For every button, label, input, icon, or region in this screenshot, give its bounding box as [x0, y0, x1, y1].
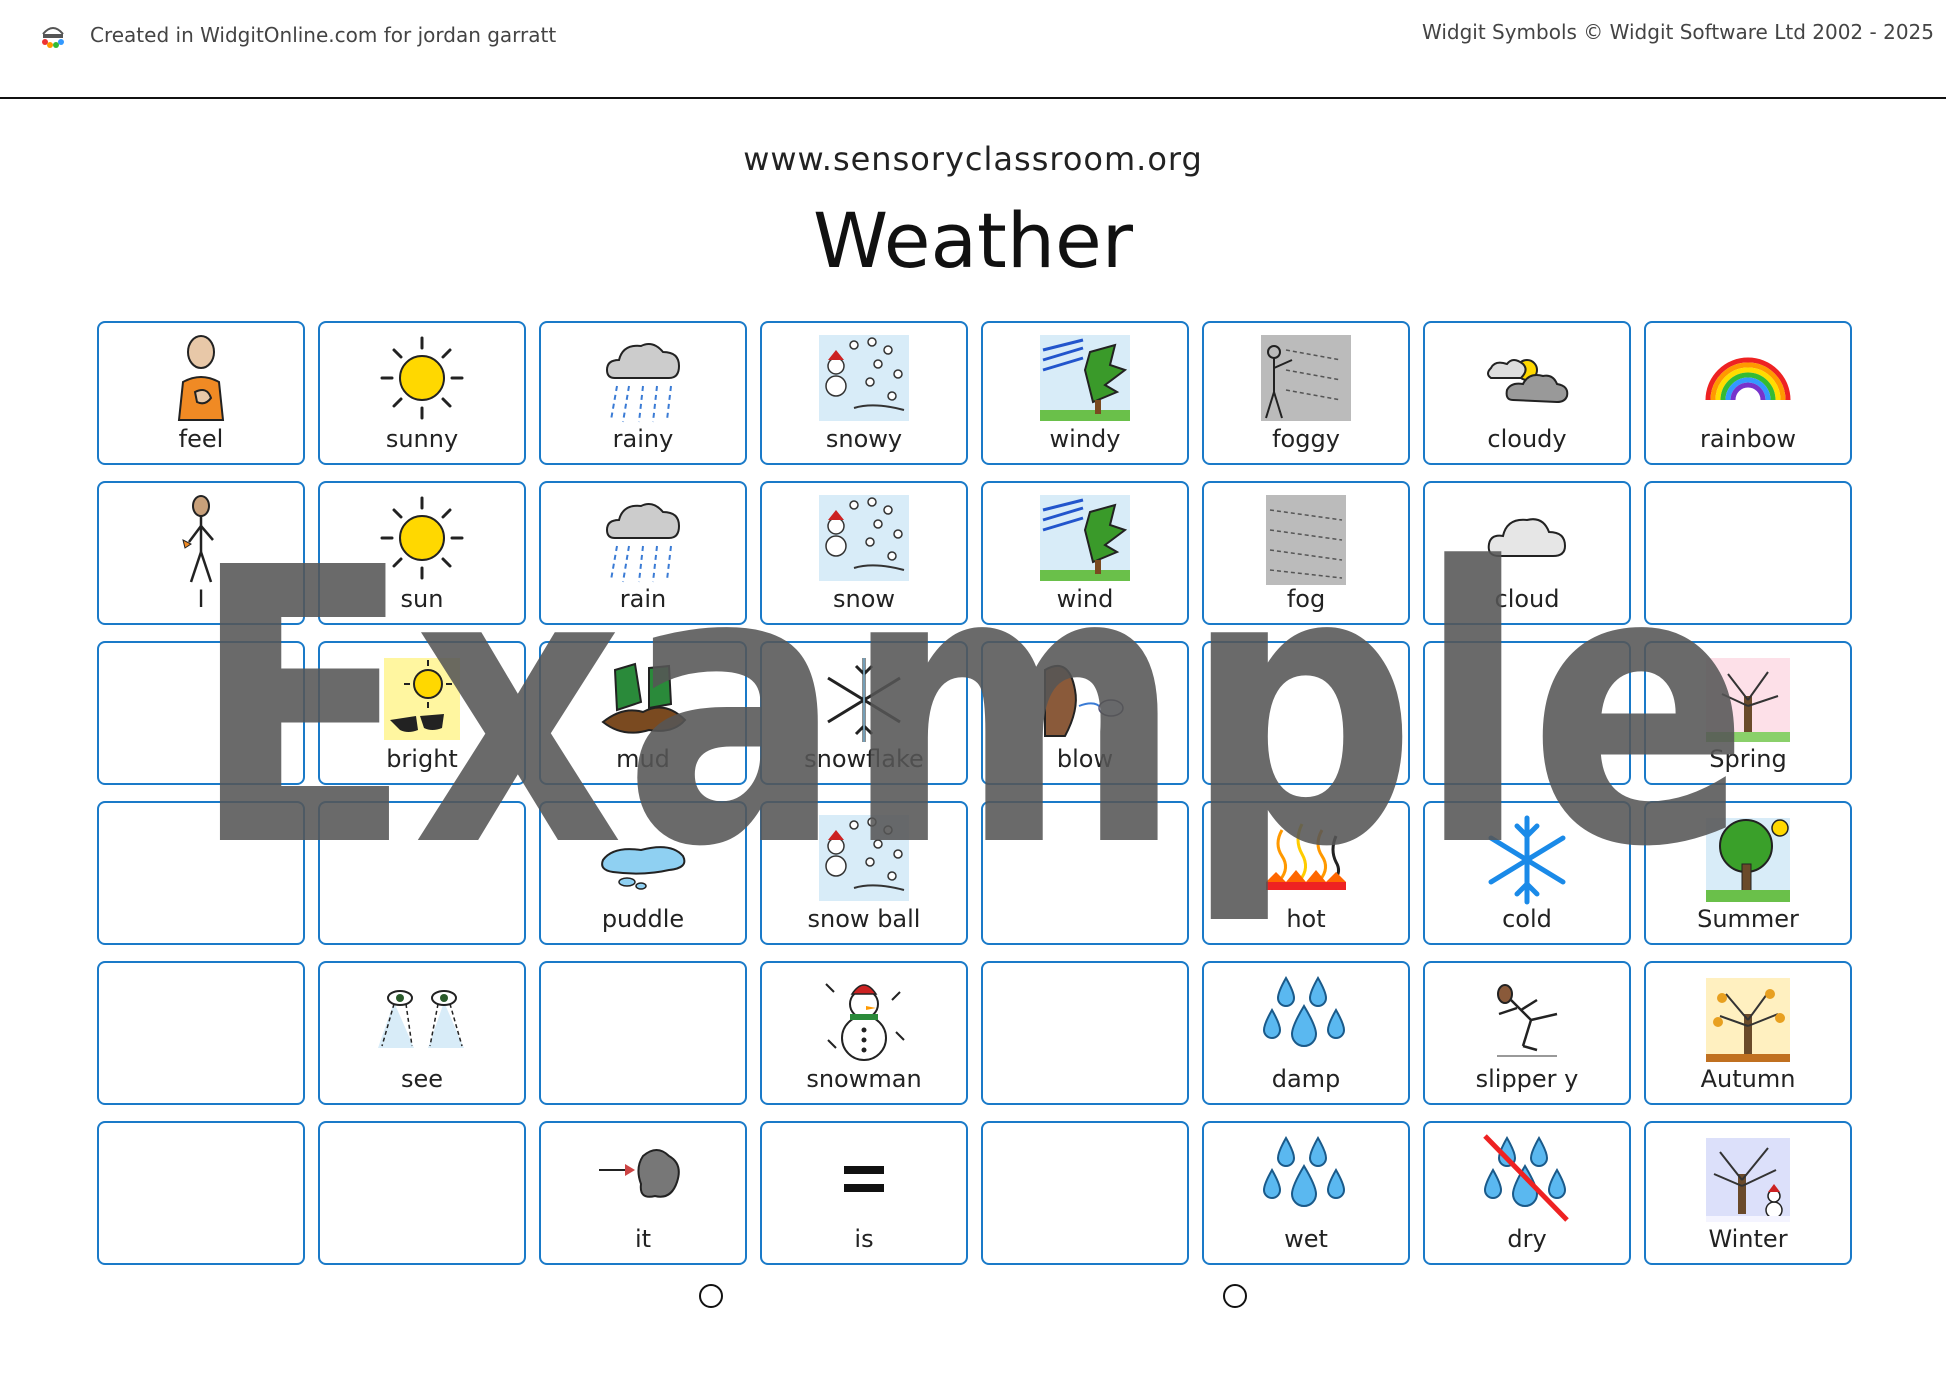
symbol-label: snowflake — [804, 745, 924, 773]
symbol-cell-empty[interactable] — [97, 1121, 305, 1265]
symbol-cell-rainbow[interactable] — [1644, 321, 1852, 465]
symbol-cell-winter[interactable] — [1644, 1121, 1852, 1265]
symbol-cell-rainy[interactable] — [539, 321, 747, 465]
symbol-grid — [97, 321, 1852, 1265]
symbol-cell-hot[interactable] — [1202, 801, 1410, 945]
symbol-label: sunny — [385, 425, 459, 453]
symbol-label: dry — [1507, 1225, 1547, 1253]
symbol-label: wet — [1284, 1225, 1328, 1253]
symbol-label: Autumn — [1700, 1065, 1796, 1093]
symbol-label: bright — [386, 745, 458, 773]
symbol-cell-empty[interactable] — [318, 1121, 526, 1265]
symbol-label: rainy — [612, 425, 674, 453]
snowman-icon — [814, 970, 914, 1066]
symbol-cell-snow-ball[interactable] — [760, 801, 968, 945]
symbol-cell-snowy[interactable] — [760, 321, 968, 465]
symbol-cell-empty[interactable] — [539, 961, 747, 1105]
symbol-cell-sun[interactable] — [318, 481, 526, 625]
symbol-label: cloudy — [1487, 425, 1567, 453]
person-hand-on-chest-icon — [151, 330, 251, 426]
symbol-cell-summer[interactable] — [1644, 801, 1852, 945]
no-water-drops-icon — [1477, 1130, 1577, 1226]
sun-icon — [372, 490, 472, 586]
hole-punch-marker-left — [699, 1284, 723, 1308]
symbol-cell-feel[interactable] — [97, 321, 305, 465]
blue-snowflake-icon — [1477, 810, 1577, 906]
symbol-label: Summer — [1697, 905, 1799, 933]
symbol-cell-foggy[interactable] — [1202, 321, 1410, 465]
symbol-cell-puddle[interactable] — [539, 801, 747, 945]
symbol-cell-bright[interactable] — [318, 641, 526, 785]
symbol-cell-slipper-y[interactable] — [1423, 961, 1631, 1105]
symbol-label: fog — [1286, 585, 1326, 613]
symbol-label: is — [854, 1225, 874, 1253]
water-drops-icon — [1256, 1130, 1356, 1226]
symbol-cell-spring[interactable] — [1644, 641, 1852, 785]
symbol-label: hot — [1286, 905, 1326, 933]
symbol-cell-it[interactable] — [539, 1121, 747, 1265]
wind-tree-icon — [1035, 490, 1135, 586]
symbol-cell-blow[interactable] — [981, 641, 1189, 785]
equals-sign-icon — [814, 1130, 914, 1226]
symbol-cell-empty[interactable] — [97, 961, 305, 1105]
website-url: www.sensoryclassroom.org — [743, 140, 1203, 178]
symbol-label: Spring — [1709, 745, 1787, 773]
symbol-label: cloud — [1494, 585, 1560, 613]
symbol-label: sun — [400, 585, 444, 613]
wind-tree-icon — [1035, 330, 1135, 426]
page-header — [0, 0, 1946, 99]
symbol-label: snowy — [825, 425, 903, 453]
hole-punch-marker-right — [1223, 1284, 1247, 1308]
symbol-cell-mud[interactable] — [539, 641, 747, 785]
symbol-label: puddle — [601, 905, 685, 933]
symbol-label: snow ball — [807, 905, 921, 933]
symbol-label: wind — [1056, 585, 1114, 613]
symbol-label: feel — [178, 425, 224, 453]
symbol-cell-sunny[interactable] — [318, 321, 526, 465]
sun-icon — [372, 330, 472, 426]
snowman-snowfall-icon — [814, 330, 914, 426]
symbol-cell-snow[interactable] — [760, 481, 968, 625]
autumn-tree-icon — [1698, 970, 1798, 1066]
rain-cloud-icon — [593, 330, 693, 426]
symbol-label: rain — [619, 585, 667, 613]
symbol-label: snow — [832, 585, 896, 613]
symbol-label: cold — [1502, 905, 1552, 933]
page-title: Weather — [813, 196, 1133, 285]
rain-cloud-icon — [593, 490, 693, 586]
symbol-cell-see[interactable] — [318, 961, 526, 1105]
symbol-cell-empty[interactable] — [981, 801, 1189, 945]
header-left — [38, 20, 556, 50]
sun-behind-clouds-icon — [1477, 330, 1577, 426]
arrow-to-object-icon — [593, 1130, 693, 1226]
person-slipping-icon — [1477, 970, 1577, 1066]
snowman-snowfall-icon — [814, 810, 914, 906]
symbol-label: slipper y — [1475, 1065, 1579, 1093]
symbol-cell-empty[interactable] — [1202, 641, 1410, 785]
symbol-label: blow — [1056, 745, 1114, 773]
widgit-logo-icon — [38, 20, 68, 50]
symbol-label: Winter — [1708, 1225, 1788, 1253]
muddy-boots-icon — [593, 650, 693, 746]
spring-tree-icon — [1698, 650, 1798, 746]
symbol-label: rainbow — [1700, 425, 1796, 453]
symbol-label: see — [400, 1065, 444, 1093]
symbol-cell-empty[interactable] — [981, 961, 1189, 1105]
symbol-label: snowman — [806, 1065, 922, 1093]
symbol-cell-cloud[interactable] — [1423, 481, 1631, 625]
puddle-icon — [593, 810, 693, 906]
water-drops-icon — [1256, 970, 1356, 1066]
symbol-cell-damp[interactable] — [1202, 961, 1410, 1105]
symbol-label: I — [197, 585, 205, 613]
summer-tree-icon — [1698, 810, 1798, 906]
symbol-cell-cold[interactable] — [1423, 801, 1631, 945]
symbol-cell-empty[interactable] — [318, 801, 526, 945]
stick-person-pointing-icon — [151, 490, 251, 586]
sun-sunglasses-icon — [372, 650, 472, 746]
cloud-icon — [1477, 490, 1577, 586]
watermark-text: Example — [190, 487, 1750, 930]
fog-icon — [1256, 490, 1356, 586]
symbol-label: foggy — [1272, 425, 1340, 453]
symbol-cell-empty[interactable] — [97, 801, 305, 945]
symbol-label: damp — [1271, 1065, 1341, 1093]
rainbow-icon — [1698, 330, 1798, 426]
face-blowing-icon — [1035, 650, 1135, 746]
symbol-cell-is[interactable] — [760, 1121, 968, 1265]
symbol-label: mud — [616, 745, 670, 773]
symbol-cell-rain[interactable] — [539, 481, 747, 625]
symbol-cell-snowman[interactable] — [760, 961, 968, 1105]
symbol-cell-wind[interactable] — [981, 481, 1189, 625]
symbol-label: windy — [1049, 425, 1121, 453]
symbol-cell-wet[interactable] — [1202, 1121, 1410, 1265]
symbol-cell-empty[interactable] — [1423, 641, 1631, 785]
symbol-cell-cloudy[interactable] — [1423, 321, 1631, 465]
symbol-cell-i[interactable] — [97, 481, 305, 625]
heat-flames-icon — [1256, 810, 1356, 906]
symbol-cell-empty[interactable] — [1644, 481, 1852, 625]
created-in-text: Created in WidgitOnline.com for jordan garratt — [90, 23, 557, 47]
symbol-cell-dry[interactable] — [1423, 1121, 1631, 1265]
symbol-cell-snowflake[interactable] — [760, 641, 968, 785]
symbol-cell-autumn[interactable] — [1644, 961, 1852, 1105]
symbol-cell-fog[interactable] — [1202, 481, 1410, 625]
winter-tree-icon — [1698, 1130, 1798, 1226]
symbol-cell-empty[interactable] — [97, 641, 305, 785]
fog-person-icon — [1256, 330, 1356, 426]
snowman-snowfall-icon — [814, 490, 914, 586]
symbol-cell-empty[interactable] — [981, 1121, 1189, 1265]
copyright-text: Widgit Symbols © Widgit Software Ltd 2002 - 2025 — [1421, 20, 1934, 44]
snowflake-icon — [814, 650, 914, 746]
symbol-label: it — [634, 1225, 652, 1253]
symbol-cell-windy[interactable] — [981, 321, 1189, 465]
eyes-seeing-icon — [372, 970, 472, 1066]
